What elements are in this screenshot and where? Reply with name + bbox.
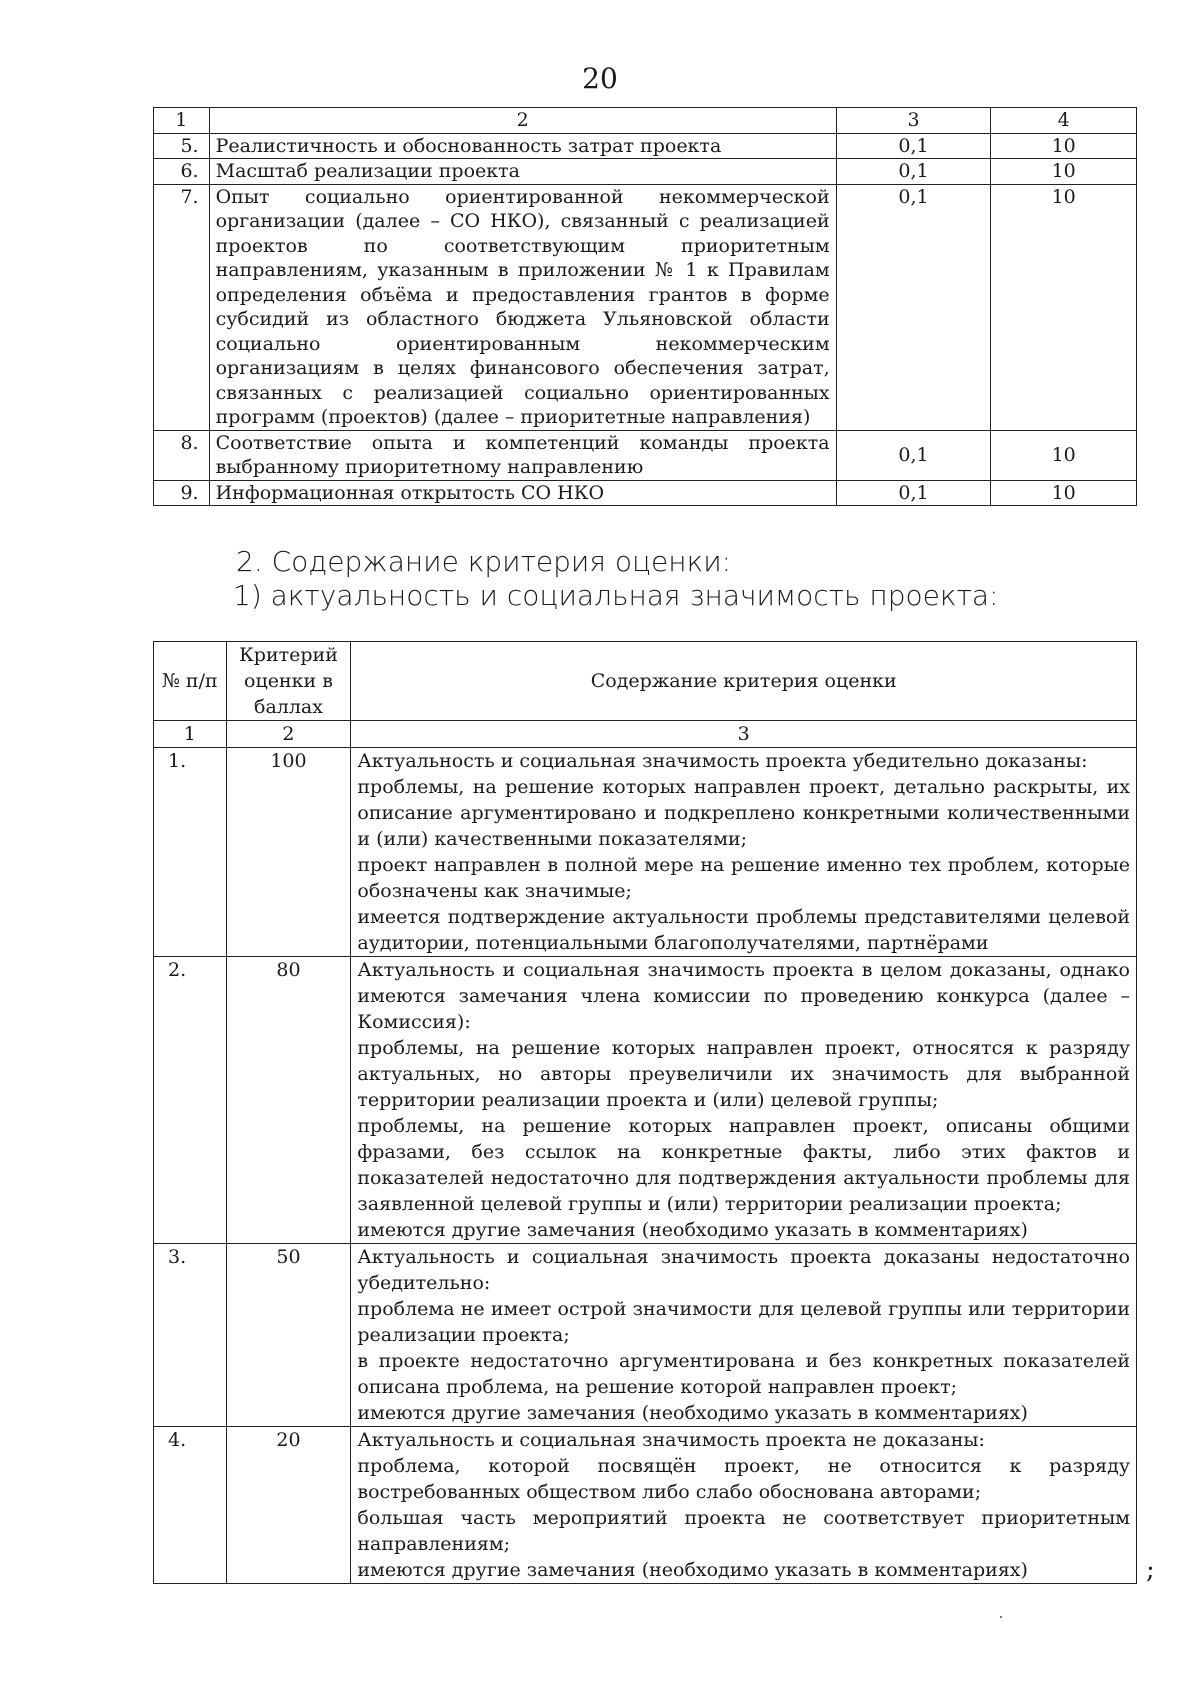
content-line: проблема, которой посвящён проект, не относится к разряду востребованных обществом либо слабо обоснована авторами;	[357, 1455, 1130, 1503]
row-max-score: 10	[991, 430, 1137, 480]
content-line: имеются другие замечания (необходимо указать в комментариях)	[357, 1219, 1028, 1241]
row-weight: 0,1	[836, 430, 991, 480]
content-line: имеются другие замечания (необходимо указать в комментариях)	[357, 1402, 1028, 1424]
row-number: 7.	[154, 184, 210, 430]
row-criterion: Соответствие опыта и компетенций команды проекта выбранному приоритетному направлению	[209, 430, 836, 480]
row-number: 8.	[154, 430, 210, 480]
table-header-row	[154, 108, 1137, 134]
content-line: Актуальность и социальная значимость проекта не доказаны:	[357, 1429, 985, 1451]
header-no: № п/п	[154, 642, 227, 721]
content-line: Актуальность и социальная значимость проекта доказаны недостаточно убедительно:	[357, 1246, 1130, 1294]
content-line: в проекте недостаточно аргументирована и без конкретных показателей описана проблема, на решение которой направлен проект;	[357, 1350, 1130, 1398]
row-content	[351, 957, 1137, 1244]
row-number: 5.	[154, 133, 210, 159]
row-number: 9.	[154, 480, 210, 506]
table-row	[154, 184, 1137, 430]
row-criterion: Информационная открытость СО НКО	[209, 480, 836, 506]
heading-line: 1) актуальность и социальная значимость проекта:	[233, 579, 999, 612]
table-row	[154, 1427, 1137, 1584]
row-criterion: Масштаб реализации проекта	[209, 159, 836, 185]
table-row	[154, 159, 1137, 185]
row-number: 4.	[154, 1427, 227, 1584]
row-number: 3.	[154, 1244, 227, 1427]
row-max-score: 10	[991, 159, 1137, 185]
content-line: имеются другие замечания (необходимо указать в комментариях)	[357, 1559, 1028, 1581]
content-line: проблемы, на решение которых направлен проект, детально раскрыты, их описание аргументировано и подкреплено конкретными количественными и (или) качественными показателями;	[357, 776, 1130, 850]
row-number: 2.	[154, 957, 227, 1244]
content-line: Актуальность и социальная значимость проекта убедительно доказаны:	[357, 750, 1088, 772]
table-row	[154, 748, 1137, 957]
content-line: проблема не имеет острой значимости для целевой группы или территории реализации проекта;	[357, 1298, 1130, 1346]
index-cell: 1	[154, 721, 227, 748]
heading-line: 2. Содержание критерия оценки:	[236, 545, 732, 578]
index-cell: 2	[226, 721, 351, 748]
row-content	[351, 1427, 1137, 1584]
row-weight: 0,1	[836, 184, 991, 430]
row-weight: 0,1	[836, 133, 991, 159]
row-max-score: 10	[991, 133, 1137, 159]
row-max-score: 10	[991, 184, 1137, 430]
header-cell: 4	[991, 108, 1137, 134]
row-weight: 0,1	[836, 159, 991, 185]
content-line: Актуальность и социальная значимость проекта в целом доказаны, однако имеются замечания члена комиссии по проведению конкурса (далее – Комиссия):	[357, 959, 1130, 1033]
trailing-semicolon: ;	[1146, 1555, 1155, 1585]
header-cell: 3	[836, 108, 991, 134]
table-row	[154, 133, 1137, 159]
content-line: большая часть мероприятий проекта не соответствует приоритетным направлениям;	[357, 1507, 1130, 1555]
row-score: 80	[226, 957, 351, 1244]
row-content	[351, 1244, 1137, 1427]
row-number: 1.	[154, 748, 227, 957]
row-content	[351, 748, 1137, 957]
header-cell: 2	[209, 108, 836, 134]
row-score: 50	[226, 1244, 351, 1427]
row-score: 20	[226, 1427, 351, 1584]
row-max-score: 10	[991, 480, 1137, 506]
row-weight: 0,1	[836, 480, 991, 506]
row-number: 6.	[154, 159, 210, 185]
table-header-row	[154, 642, 1137, 721]
row-score: 100	[226, 748, 351, 957]
table-index-row	[154, 721, 1137, 748]
criterion-content-table	[153, 641, 1137, 1584]
table-row	[154, 430, 1137, 480]
row-criterion: Реалистичность и обоснованность затрат проекта	[209, 133, 836, 159]
content-line: проект направлен в полной мере на решение именно тех проблем, которые обозначены как значимые;	[357, 854, 1130, 902]
content-line: проблемы, на решение которых направлен проект, относятся к разряду актуальных, но авторы преувеличили их значимость для выбранной территории реализации проекта и (или) целевой группы;	[357, 1037, 1130, 1111]
content-line: проблемы, на решение которых направлен проект, описаны общими фразами, без ссылок на конкретные факты, либо этих фактов и показателей недостаточно для подтверждения актуальности проблемы для заявленной целевой группы и (или) территории реализации проекта;	[357, 1115, 1130, 1215]
header-score: Критерий оценки в баллах	[226, 642, 351, 721]
row-criterion: Опыт социально ориентированной некоммерческой организации (далее – СО НКО), связанный с реализацией проектов по соответствующим приоритетным направлениям, указанным в приложении № 1 к Правилам определения объёма и предоставления грантов в форме субсидий из областного бюджета Ульяновской области социально ориентированным некоммерческим организациям в целях финансового обеспечения затрат, связанных с реализацией социально ориентированных программ (проектов) (далее – приоритетные направления)	[209, 184, 836, 430]
header-content: Содержание критерия оценки	[351, 642, 1137, 721]
index-cell: 3	[351, 721, 1137, 748]
table-row	[154, 957, 1137, 1244]
table-row	[154, 1244, 1137, 1427]
scan-speck	[1000, 1616, 1002, 1618]
content-line: имеется подтверждение актуальности проблемы представителями целевой аудитории, потенциальными благополучателями, партнёрами	[357, 906, 1130, 954]
criteria-weights-table	[153, 107, 1137, 506]
table-row	[154, 480, 1137, 506]
header-cell: 1	[154, 108, 210, 134]
page-number: 20	[582, 62, 618, 95]
section-heading	[233, 545, 999, 613]
